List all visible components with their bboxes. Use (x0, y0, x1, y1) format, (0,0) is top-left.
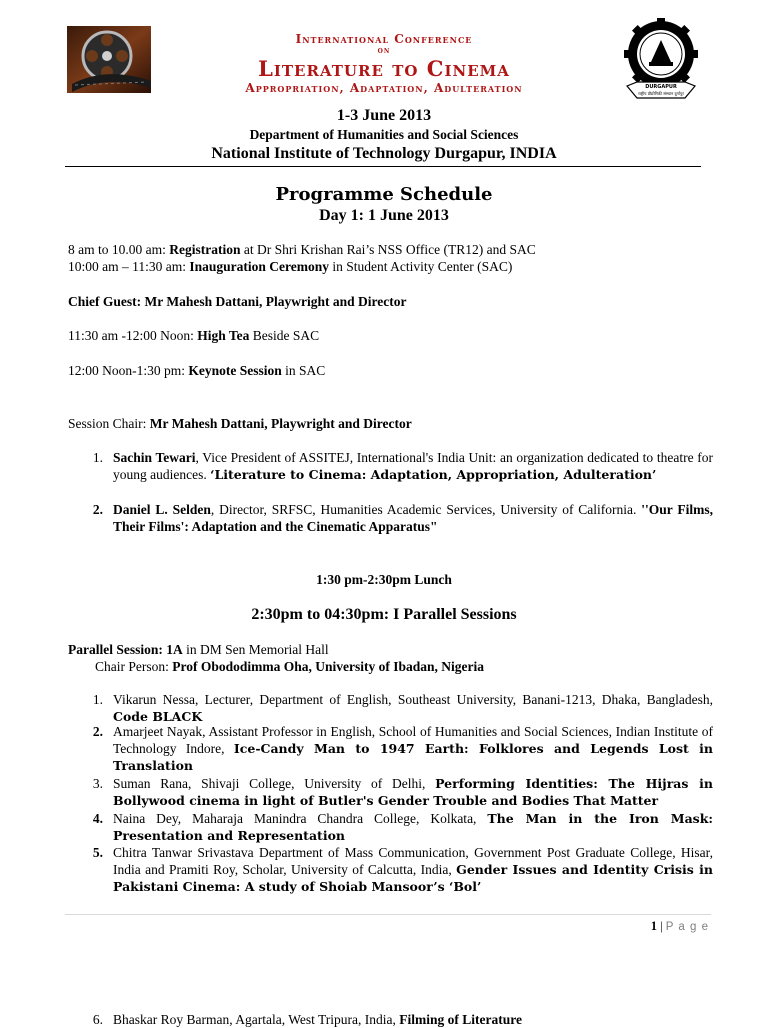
session-1a-label: Parallel Session: 1A in DM Sen Memorial Hall (68, 642, 329, 657)
paper-item: 2. Amarjeet Nayak, Assistant Professor in English, School of Humanities and Social Sciences, Indian Institute of Technology Indore, Ice-Candy Man to 1947 Earth: Folklores and Legends Lost in Translation (92, 724, 714, 773)
page-word: P a g e (665, 921, 709, 933)
parallel-sessions-heading: 2:30pm to 04:30pm: I Parallel Sessions (251, 606, 517, 623)
paper-item: 4. Naina Dey, Maharaja Manindra Chandra College, Kolkata, The Man in the Iron Mask: Presentation and Representation (92, 811, 713, 843)
conference-subtitle: Appropriation, Adaptation, Adulteration (245, 81, 523, 95)
lunch-line: 1:30 pm-2:30pm Lunch (316, 572, 452, 587)
paper-item: 5. Chitra Tanwar Srivastava Department of Mass Communication, Government Post Graduate College, Hisar, India and Pramiti Roy, Scholar, University of Calcutta, India, Gender Issues and Identity Crisis in Pakistani Cinema: A study of Shoiab Mansoor’s ‘Bol’ (92, 845, 713, 894)
programme-heading: Programme Schedule (275, 184, 493, 205)
conference-title: Literature to Cinema (258, 56, 510, 81)
header-divider (65, 166, 701, 167)
keynote-line: 12:00 Noon-1:30 pm: Keynote Session in SAC (68, 363, 326, 378)
inauguration-line: 10:00 am – 11:30 am: Inauguration Ceremony in Student Activity Center (SAC) (68, 259, 513, 274)
keynote-item: 1. Sachin Tewari, Vice President of ASSITEJ, International's India Unit: an organization dedicated to theatre for young audiences. ‘Literature to Cinema: Adaptation, Appropriation, Adulteration’ (92, 450, 713, 482)
paper-item: 1. Vikarun Nessa, Lecturer, Department of English, Southeast University, Banani-1213, Dhaka, Bangladesh, Code BLACK (92, 692, 713, 724)
institute-name: National Institute of Technology Durgapur, INDIA (211, 145, 557, 162)
session-1a-chair: Chair Person: Prof Obododimma Oha, University of Ibadan, Nigeria (95, 659, 485, 674)
session-chair: Session Chair: Mr Mahesh Dattani, Playwright and Director (68, 416, 412, 431)
high-tea-line: 11:30 am -12:00 Noon: High Tea Beside SAC (68, 328, 320, 343)
header-line1: International Conference (295, 32, 473, 46)
page-footer: 1 | P a g e (650, 919, 709, 933)
header-line2: on (377, 45, 391, 55)
department-name: Department of Humanities and Social Sciences (249, 127, 519, 142)
registration-line: 8 am to 10.00 am: Registration at Dr Shri Krishan Rai’s NSS Office (TR12) and SAC (68, 242, 536, 257)
logo-seal-text: राष्ट्रीय प्रौद्योगिकी संस्थान दुर्गापुर (638, 91, 684, 96)
keynote-item: 2. Daniel L. Selden, Director, SRFSC, Humanities Academic Services, University of California. ''Our Films, Their Films': Adaptation and the Cinematic Apparatus" (92, 502, 713, 534)
footer-divider (65, 914, 711, 915)
logo-ribbon-text: DURGAPUR (645, 84, 677, 90)
paper-item: 6. Bhaskar Roy Barman, Agartala, West Tripura, India, Filming of Literature (92, 1012, 522, 1027)
day-heading: Day 1: 1 June 2013 (319, 207, 449, 224)
page-number: 1 (650, 919, 657, 933)
chief-guest: Chief Guest: Mr Mahesh Dattani, Playwright and Director (68, 294, 407, 309)
paper-item: 3. Suman Rana, Shivaji College, University of Delhi, Performing Identities: The Hijras in Bollywood cinema in light of Butler's Gender Trouble and Bodies That Matter (92, 776, 713, 808)
conference-dates: 1-3 June 2013 (336, 107, 432, 124)
